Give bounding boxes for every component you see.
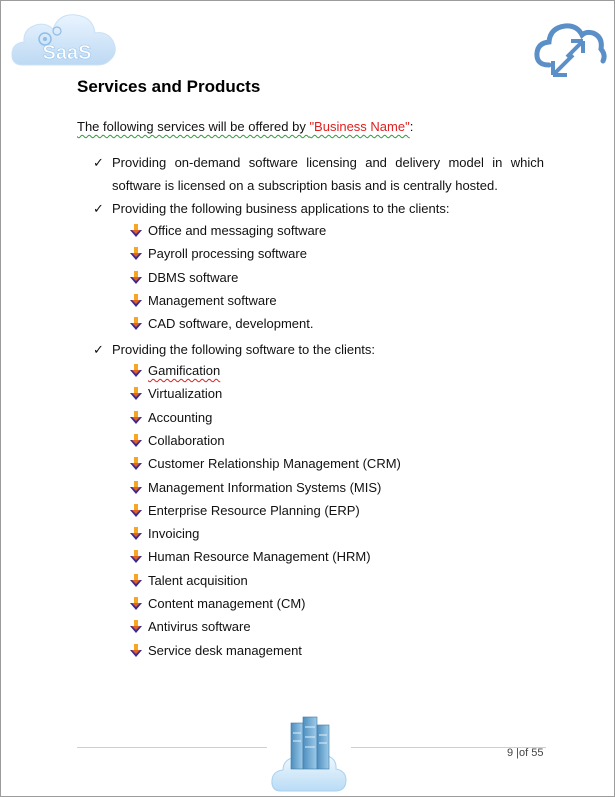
bullet-arrow-icon — [130, 527, 142, 540]
bullet-arrow-icon — [130, 620, 142, 633]
server-cloud-icon — [269, 713, 349, 795]
bullet-arrow-icon — [130, 574, 142, 587]
list-item-label: Management Information Systems (MIS) — [148, 479, 382, 495]
check-item-text: Providing the following business applications to the clients: — [112, 201, 450, 216]
checkmark-icon: ✓ — [93, 201, 104, 216]
list-item-label: Content management (CM) — [148, 596, 306, 611]
bullet-arrow-icon — [130, 224, 142, 237]
check-item-text: Providing the following software to the clients: — [112, 342, 376, 357]
list-item-label: Antivirus software — [148, 619, 251, 635]
bullet-arrow-icon — [130, 387, 142, 400]
page-number: 9 |of 55 — [507, 747, 544, 759]
footer-divider — [77, 747, 267, 748]
list-item-label: CAD software, development. — [148, 316, 314, 332]
list-item-label: Service desk management — [148, 642, 302, 658]
bullet-arrow-icon — [130, 411, 142, 424]
bullet-arrow-icon — [130, 597, 142, 610]
bullet-arrow-icon — [130, 457, 142, 470]
list-item-label: Collaboration — [148, 432, 225, 448]
list-item-label: Payroll processing software — [148, 246, 307, 262]
intro-colon: : — [409, 119, 414, 134]
business-name-placeholder: "Business Name" — [309, 119, 410, 134]
list-item-label: Management software — [148, 292, 277, 308]
bullet-arrow-icon — [130, 550, 142, 563]
bullet-arrow-icon — [130, 644, 142, 657]
bullet-arrow-icon — [130, 294, 142, 307]
check-item-text: Providing on-demand software licensing and delivery model in which software is licensed on a subscription basis and is centrally hosted. — [112, 155, 544, 193]
bullet-arrow-icon — [130, 364, 142, 377]
saas-logo-text: SaaS — [42, 42, 92, 64]
list-item-label: Accounting — [148, 409, 213, 425]
list-item-label: Enterprise Resource Planning (ERP) — [148, 502, 360, 518]
cloud-transfer-icon — [533, 15, 607, 79]
list-item-label: Office and messaging software — [148, 223, 327, 238]
intro-paragraph — [77, 119, 413, 134]
list-item-label: Gamification — [148, 363, 221, 378]
list-item-label: Human Resource Management (HRM) — [148, 549, 371, 565]
list-item-label: DBMS software — [148, 269, 239, 285]
intro-lead-text: The following services will be offered by — [77, 119, 310, 134]
saas-cloud-logo-icon — [9, 7, 121, 69]
bullet-arrow-icon — [130, 317, 142, 330]
bullet-arrow-icon — [130, 434, 142, 447]
page-title: Services and Products — [77, 77, 261, 96]
list-item-label: Customer Relationship Management (CRM) — [148, 456, 401, 472]
bullet-arrow-icon — [130, 271, 142, 284]
bullet-arrow-icon — [130, 247, 142, 260]
list-item-label: Talent acquisition — [148, 572, 248, 588]
list-item-label: Virtualization — [148, 386, 223, 402]
bullet-arrow-icon — [130, 481, 142, 494]
list-item-label: Invoicing — [148, 526, 200, 542]
checkmark-icon: ✓ — [93, 342, 104, 357]
checkmark-icon: ✓ — [93, 155, 104, 170]
bullet-arrow-icon — [130, 504, 142, 517]
